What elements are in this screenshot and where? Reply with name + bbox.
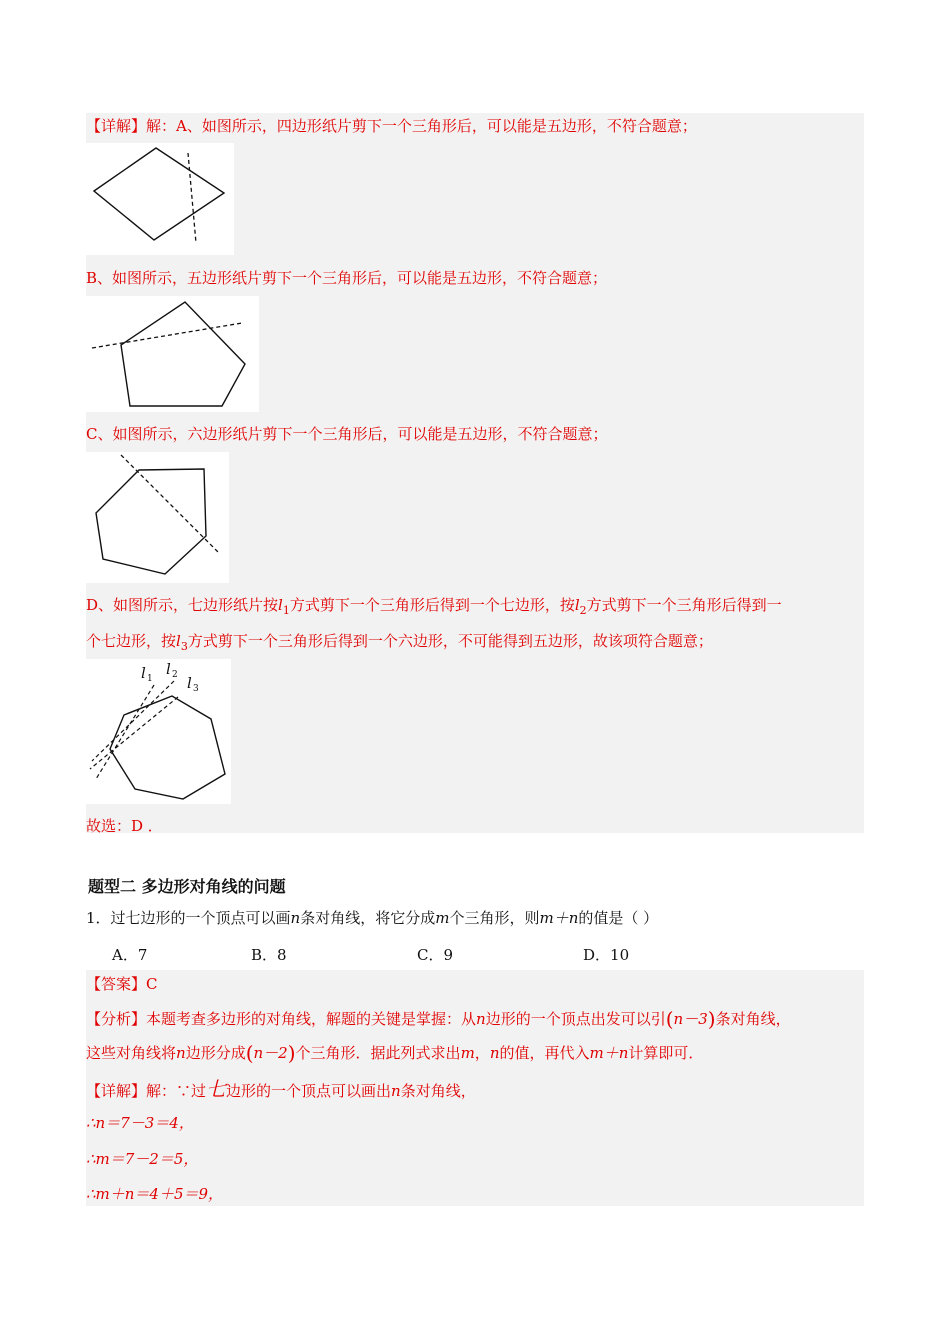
analysis-l2-n: n <box>176 1044 186 1062</box>
stem-mid: 条对角线，将它分成 <box>300 909 436 927</box>
analysis-l1-pre: 本题考查多边形的对角线，解题的关键是掌握：从 <box>146 1010 477 1028</box>
stem-m: m <box>435 909 450 927</box>
fig-l1-label: l <box>141 664 146 682</box>
stem-mid2: 个三角形，则 <box>449 909 540 927</box>
option-b[interactable]: B．8 <box>251 946 287 964</box>
detail-n: n <box>391 1082 401 1100</box>
analysis-l2-mid2: 个三角形．据此列式求出 <box>295 1044 461 1062</box>
fig-l3-label: l <box>187 674 192 692</box>
analysis-l2-m: m <box>460 1044 475 1062</box>
analysis-n: n <box>476 1010 486 1028</box>
figure-hexagon <box>86 452 229 583</box>
stem-mn: m＋n <box>539 909 579 927</box>
d1-mid: 方式剪下一个三角形后得到一个七边形，按 <box>289 596 575 614</box>
explain-line-d1 <box>86 594 782 622</box>
stem-pre: 1．过七边形的一个顶点可以画 <box>86 909 291 927</box>
section-title: 题型二 多边形对角线的问题 <box>88 877 286 896</box>
figure-quadrilateral <box>86 143 234 255</box>
option-c[interactable]: C．9 <box>417 946 454 964</box>
analysis-l2-pre: 这些对角线将 <box>86 1044 177 1062</box>
stem-n: n <box>290 909 301 927</box>
detail-l1-post: 条对角线， <box>400 1082 476 1100</box>
detail-l1-pre: 解：∵过 <box>146 1082 207 1100</box>
analysis-l2-post: 计算即可． <box>628 1044 704 1062</box>
analysis-l2-mid3: ， <box>474 1044 490 1062</box>
detail-seven: 七 <box>206 1077 227 1101</box>
d2-post: 方式剪下一个三角形后得到一个六边形，不可能得到五边形，故该项符合题意； <box>187 632 713 650</box>
stem-post: 的值是（ ） <box>578 909 659 927</box>
l1-sub: 1 <box>282 604 290 617</box>
analysis-l2-mn: m＋n <box>589 1044 629 1062</box>
option-a[interactable]: A．7 <box>112 946 148 964</box>
explain-line-c <box>86 424 607 444</box>
detail-label: 【详解】 <box>86 1082 147 1100</box>
explain-b-text: B、如图所示，五边形纸片剪下一个三角形后，可以能是五边形，不符合题意； <box>86 269 608 287</box>
question-stem <box>86 908 658 928</box>
svg-text:1: 1 <box>147 674 153 684</box>
d1-post: 方式剪下一个三角形后得到一 <box>586 596 782 614</box>
d1-pre: D、如图所示，七边形纸片按 <box>86 596 279 614</box>
detail-l1-mid: 边形的一个顶点可以画出 <box>226 1082 392 1100</box>
conclusion-text: 故选：D ． <box>86 817 163 835</box>
answer-label: 【答案】 <box>86 975 147 993</box>
answer-line <box>86 974 158 994</box>
explain-line-b <box>86 268 607 288</box>
analysis-l2-paren: n－2 <box>253 1044 288 1062</box>
option-d[interactable]: D．10 <box>583 946 630 964</box>
l2-sub: 2 <box>579 604 587 617</box>
answer-value: C <box>146 975 158 993</box>
svg-text:3: 3 <box>193 684 199 694</box>
detail-step-3: ∴m＋n＝4＋5＝9， <box>86 1185 224 1203</box>
analysis-l1-post: 条对角线， <box>715 1010 791 1028</box>
analysis-line-1: 【分析】本题考查多边形的对角线，解题的关键是掌握：从n边形的一个顶点出发可以引(n－3)条对角线， <box>86 1007 791 1031</box>
l1-symbol: l <box>278 596 283 614</box>
analysis-l2-mid4: 的值，再代入 <box>499 1044 590 1062</box>
analysis-l2-mid: 边形分成 <box>185 1044 246 1062</box>
figure-heptagon <box>86 659 231 804</box>
explain-c-text: C、如图所示，六边形纸片剪下一个三角形后，可以能是五边形，不符合题意； <box>86 425 608 443</box>
detail-step-1: ∴n＝7－3＝4， <box>86 1114 194 1132</box>
detail-step-2: ∴m＝7－2＝5， <box>86 1150 199 1168</box>
explain-line-a <box>86 116 697 136</box>
explain-line-d2 <box>86 630 713 658</box>
svg-text:2: 2 <box>172 670 178 680</box>
explain-conclusion <box>86 816 163 836</box>
fig-l2-label: l <box>166 660 171 678</box>
analysis-l1-mid: 边形的一个顶点出发可以引 <box>485 1010 666 1028</box>
explain-a-text: 解：A、如图所示，四边形纸片剪下一个三角形后，可以能是五边形，不符合题意； <box>146 117 697 135</box>
explain-label: 【详解】 <box>86 117 147 135</box>
detail-line-1 <box>86 1078 476 1102</box>
analysis-label: 【分析】 <box>86 1010 147 1028</box>
l3-symbol: l <box>176 632 181 650</box>
l3-sub: 3 <box>180 640 188 653</box>
analysis-l2-n2: n <box>489 1044 500 1062</box>
analysis-l1-paren: n－3 <box>673 1010 708 1028</box>
figure-pentagon <box>86 296 259 412</box>
d2-pre: 个七边形，按 <box>86 632 177 650</box>
l2-symbol: l <box>574 596 580 614</box>
analysis-line-2: 这些对角线将n边形分成(n－2)个三角形．据此列式求出m，n的值，再代入m＋n计算即可． <box>86 1041 704 1065</box>
